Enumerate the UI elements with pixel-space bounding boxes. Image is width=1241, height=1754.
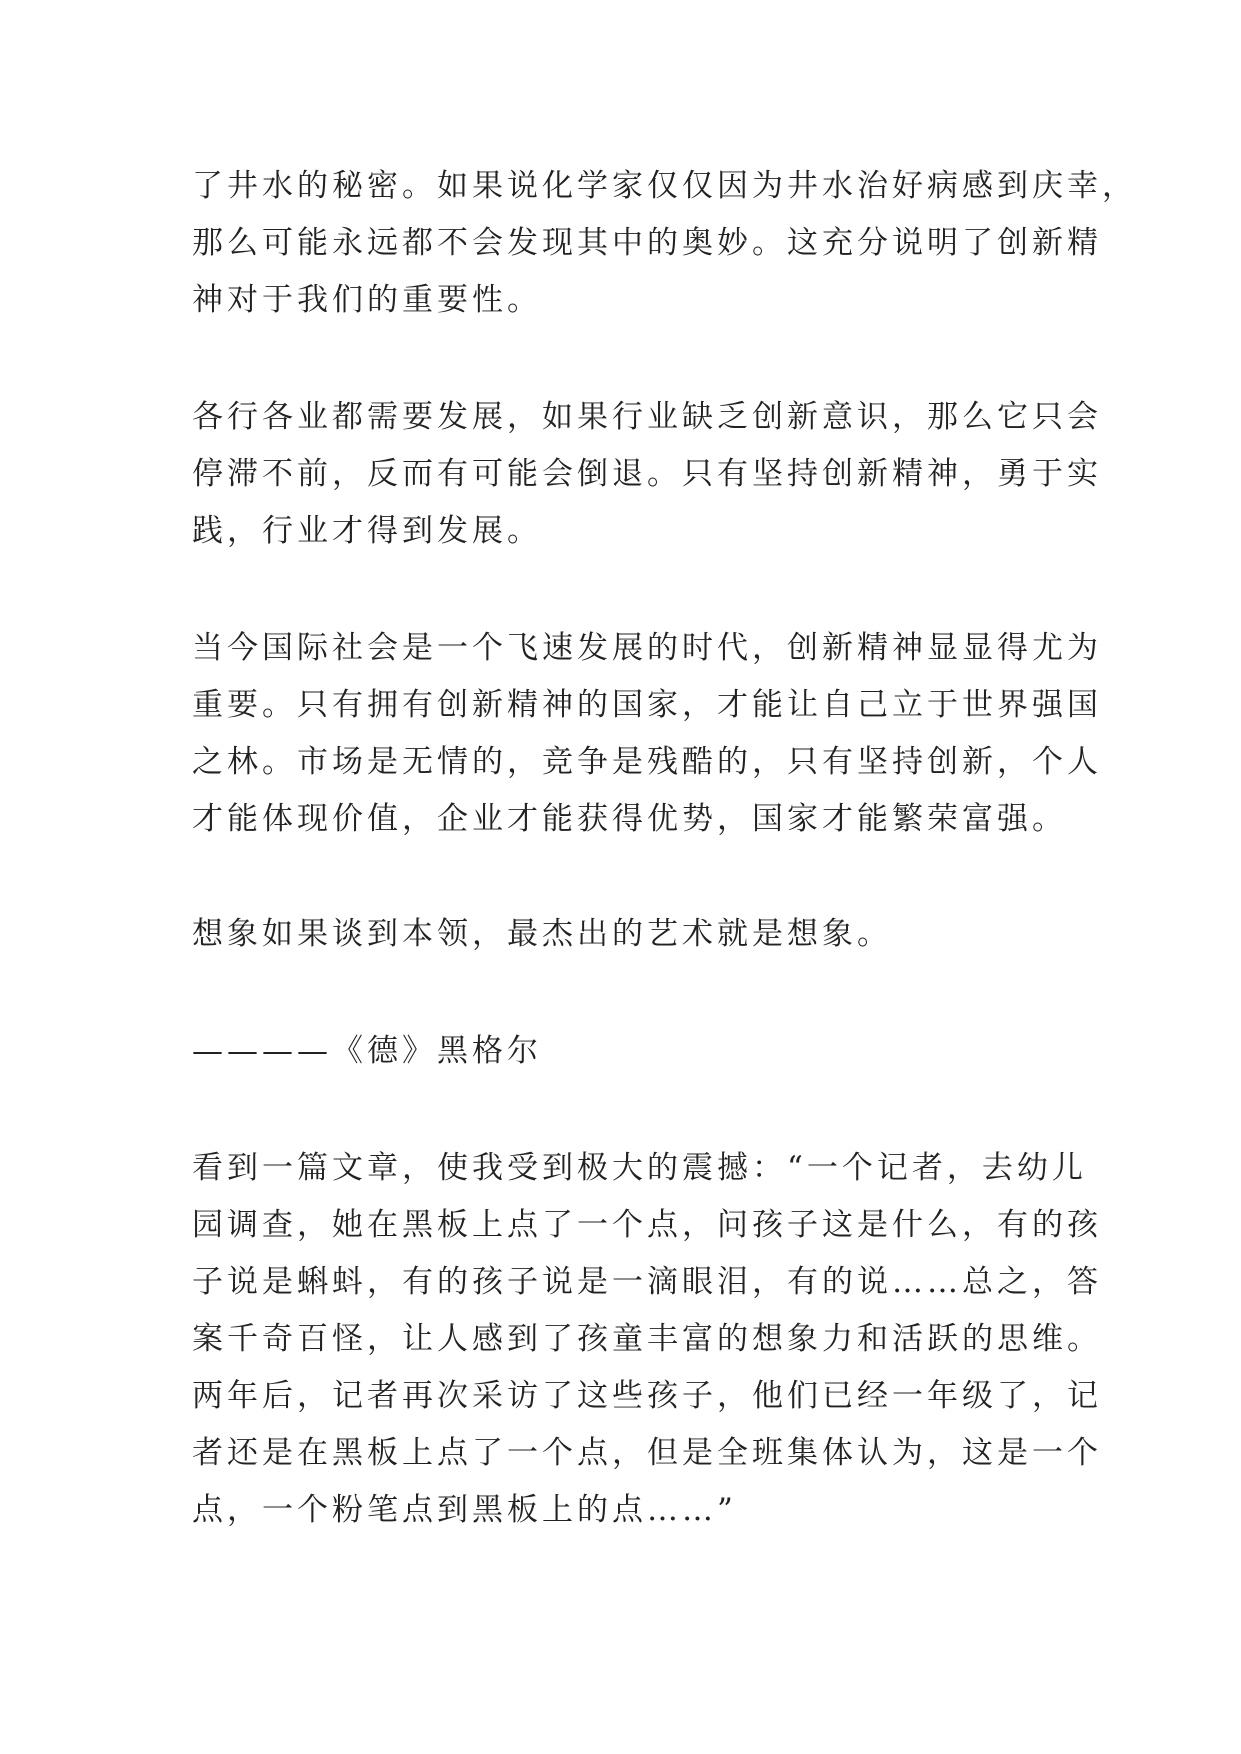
quote-text: [192, 906, 892, 963]
paragraph-innovation-importance: [192, 158, 1137, 329]
text-line: 当今国际社会是一个飞速发展的时代，创新精神显显得尤为: [192, 630, 1102, 666]
text-line: 神对于我们的重要性。: [192, 282, 542, 318]
text-line: 了井水的秘密。如果说化学家仅仅因为井水治好病感到庆幸，: [192, 168, 1137, 204]
text-line: 各行各业都需要发展，如果行业缺乏创新意识，那么它只会: [192, 399, 1102, 435]
quote-attribution: [192, 1023, 542, 1080]
text-line: 重要。只有拥有创新精神的国家，才能让自己立于世界强国: [192, 687, 1102, 723]
paragraph-industry-development: [192, 389, 1102, 560]
text-line: 子说是蝌蚪，有的孩子说是一滴眼泪，有的说……总之，答: [192, 1264, 1102, 1300]
text-line: 者还是在黑板上点了一个点，但是全班集体认为，这是一个: [192, 1435, 1102, 1471]
text-line: 案千奇百怪，让人感到了孩童丰富的想象力和活跃的思维。: [192, 1321, 1102, 1357]
paragraph-international-society: [192, 620, 1102, 848]
text-line: 想象如果谈到本领，最杰出的艺术就是想象。: [192, 916, 892, 952]
text-line: 那么可能永远都不会发现其中的奥妙。这充分说明了创新精: [192, 225, 1102, 261]
text-line: 停滞不前，反而有可能会倒退。只有坚持创新精神，勇于实: [192, 456, 1102, 492]
text-line: 两年后，记者再次采访了这些孩子，他们已经一年级了，记: [192, 1378, 1102, 1414]
paragraph-reporter-story: [192, 1140, 1102, 1539]
text-line: ————《德》黑格尔: [192, 1033, 542, 1069]
text-line: 之林。市场是无情的，竞争是残酷的，只有坚持创新，个人: [192, 744, 1102, 780]
text-line: 践，行业才得到发展。: [192, 513, 542, 549]
text-line: 点，一个粉笔点到黑板上的点……”: [192, 1492, 737, 1528]
text-line: 看到一篇文章，使我受到极大的震撼：“一个记者，去幼儿: [192, 1150, 1087, 1186]
text-line: 园调查，她在黑板上点了一个点，问孩子这是什么，有的孩: [192, 1207, 1102, 1243]
text-line: 才能体现价值，企业才能获得优势，国家才能繁荣富强。: [192, 801, 1067, 837]
